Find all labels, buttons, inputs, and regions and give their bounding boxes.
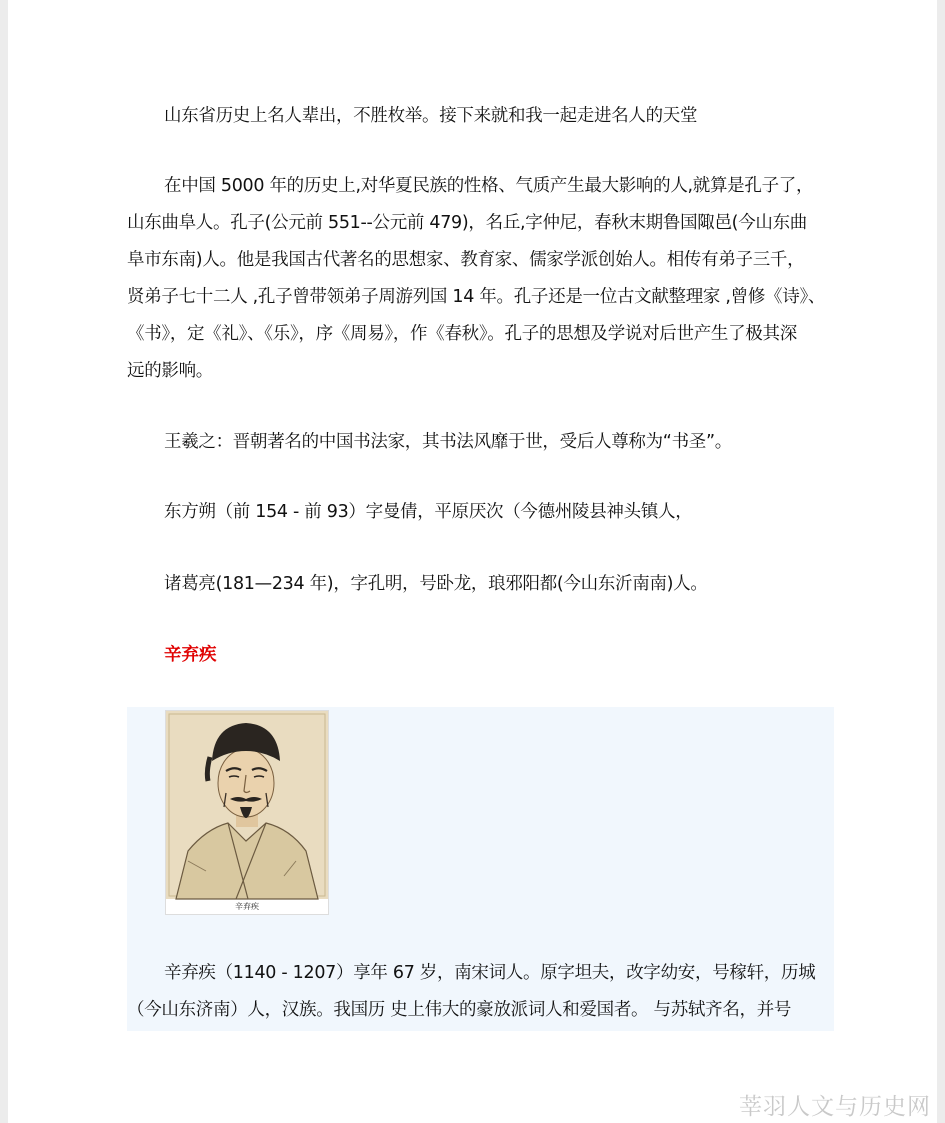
- paragraph-line: 远的影响。: [127, 361, 213, 381]
- xin-qiji-heading: 辛弃疾: [164, 645, 217, 665]
- paragraph-line: 阜市东南)人。他是我国古代著名的思想家、教育家、儒家学派创始人。相传有弟子三千，: [127, 250, 805, 270]
- paragraph-line: 王羲之：晋朝著名的中国书法家，其书法风靡于世，受后人尊称为“书圣”。: [164, 432, 732, 452]
- wang-xizhi-paragraph: [127, 424, 833, 461]
- paragraph-line: 东方朔（前 154 - 前 93）字曼倩，平原厌次（今德州陵县神头镇人，: [164, 502, 693, 522]
- paragraph-line: （今山东济南）人，汉族。我国历 史上伟大的豪放派词人和爱国者。 与苏轼齐名，并号: [127, 1000, 792, 1020]
- intro-paragraph: [127, 98, 833, 135]
- portrait-illustration: [166, 711, 328, 914]
- confucius-paragraph: [127, 168, 833, 390]
- intro-line: 山东省历史上名人辈出，不胜枚举。接下来就和我一起走进名人的天堂: [164, 106, 698, 126]
- paragraph-line: 贤弟子七十二人 ,孔子曾带领弟子周游列国 14 年。孔子还是一位古文献整理家 ,曾修《诗》、: [127, 287, 826, 307]
- paragraph-line: 山东曲阜人。孔子(公元前 551--公元前 479)，名丘,字仲尼，春秋末期鲁国陬邑(今山东曲: [127, 213, 808, 233]
- paragraph-line: 诸葛亮(181—234 年)，字孔明，号卧龙，琅邪阳都(今山东沂南南)人。: [164, 574, 708, 594]
- paragraph-line: 《书》，定《礼》、《乐》，序《周易》，作《春秋》。孔子的思想及学说对后世产生了极其深: [127, 324, 797, 344]
- paragraph-line: 在中国 5000 年的历史上,对华夏民族的性格、气质产生最大影响的人,就算是孔子了，: [164, 176, 814, 196]
- site-watermark: 莘羽人文与历史网: [739, 1094, 931, 1120]
- portrait-caption: 辛弃疾: [235, 902, 259, 911]
- xin-qiji-portrait: [165, 710, 329, 915]
- dongfang-shuo-paragraph: [127, 494, 833, 531]
- zhuge-liang-paragraph: [127, 566, 833, 603]
- xin-qiji-paragraph: [127, 955, 833, 1029]
- paragraph-line: 辛弃疾（1140 - 1207）享年 67 岁，南宋词人。原字坦夫，改字幼安，号稼轩，历城: [164, 963, 816, 983]
